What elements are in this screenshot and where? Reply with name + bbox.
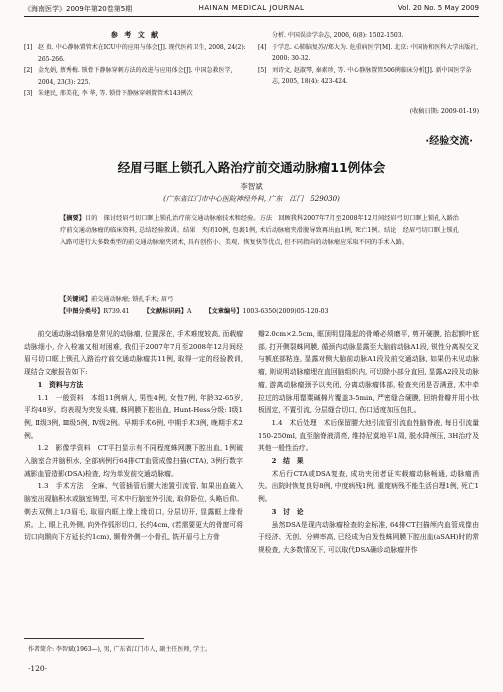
keywords-label: 【关键词】 [60, 296, 91, 303]
body-paragraph: 虽然DSA是现内动脉瘤检查的金标准, 64排CT扫描颅内血管成像由于经济、无创、分辨率高, 已经成为自发性蛛网膜下腔出血(aSAH)时的常规检查, 大多数情况下, 可以取代DSA确诊动脉瘤并作 [258, 520, 479, 554]
reference-item-continued: 分析. 中国误诊学杂志, 2006, 6(8): 1502-1503. [272, 32, 404, 39]
volume-info: Vol. 20 No. 5 May 2009 [397, 4, 479, 12]
references-heading: 参 考 文 献 [110, 30, 161, 39]
keywords [60, 294, 459, 306]
author-name: 李智斌 [240, 182, 263, 191]
body-paragraph: 1.2 影像学资料 CT平扫显示有不同程度蛛网膜下腔出血, 1例破入脑室合并脑积水, 全部病例行64排CT血管成像扫描(CTA), 3例行数字减影血管造影(DSA)检查, 均为单发前交通动脉瘤。 [24, 444, 243, 478]
body-paragraph: 1.3 手术方法 全麻、气管插管后腰大池置引流管, 如果出血破入脑室出现脑积水或脑室铸型, 可术中行脑室外引流, 取仰卧位, 头略后仰。剃去双侧上1/3眉毛, 取眉内眶上缘上缘切口, 分层切开, 显露眶上缘骨质。上, 眼上孔外侧, 向外作弧形切口, 长约4cm, (若需要更大的骨窗可将切口向颞向下方延长约1cm), 颞骨外侧一小骨孔, 铣开眉弓上方骨 [24, 482, 243, 542]
header-rule [24, 16, 479, 17]
keywords-text: 前交通动脉瘤; 锁孔手术; 眉弓 [90, 296, 174, 303]
body-paragraph: 1.4 术后处理 术后保留腰大池引流管引流血性脑脊液, 每日引流量150-250ml, 直至脑脊液清亮, 维持尼莫地平1周, 脱水降颅压, 3H治疗及其他一般性治疗。 [258, 418, 479, 453]
abstract-text: 目的 探讨经眉弓切口眶上锁孔治疗前交通动脉瘤技术和经验。方法 回顾我科2007年7月至2008年12月间经眉弓切口眶上锁孔入路治疗前交通动脉瘤的临床资料, 总结经验教训。结果 夹闭10例, 包裹1例, 术后动脉瘤夹滑脱导致再出血1例, 死亡1例。结论 经眉弓切口眶上锁孔入路可进行大多数类型的前交通动脉瘤夹闭术, 具有创伤小、美观、恢复快等优点, 但不同指向的动脉瘤应采取不同的手术入路。 [60, 215, 459, 246]
clc-label: 【中图分类号】 [60, 308, 104, 315]
reference-item: [4] 于学忠. 心肺脑复苏//郑大为. 危重病医学[M]. 北京: 中国协和医科大学出版社, 2000: 30-32. [258, 43, 479, 62]
abstract-label: 【摘要】 [60, 215, 85, 222]
articleno-label: 【文章编号】 [205, 308, 243, 315]
section-heading: 3 讨 论 [271, 507, 304, 516]
footnote-rule [24, 638, 144, 639]
body-paragraph: 术后行CTA或DSA复查, 成功夹闭者证实载瘤动脉畅通, 动脉瘤消失。出院时恢复良好8例, 中度病残1例, 重度病残不能生活自理1例, 死亡1例。 [258, 469, 479, 504]
section-label: ·经验交流· [425, 136, 473, 147]
doccode-value: A [186, 308, 192, 315]
articleno-value: 1003-6350(2009)05-120-03 [242, 308, 329, 315]
references-left-column [24, 42, 247, 100]
author-affiliation: (广东省江门市中心医院神经外科, 广东 江门 529030) [163, 195, 340, 203]
references-right-column [258, 30, 479, 88]
classification-line [60, 306, 459, 318]
reference-item: [1] 赵 贵. 中心静脉置管术在ICU中的应用与体会[J]. 现代医药卫生, 2008, 24(2): 265-266. [24, 44, 246, 63]
received-date: (收稿日期: 2009-01-19) [409, 108, 479, 115]
running-header [24, 4, 479, 16]
reference-item: [3] 朱建民, 邢美花, 李 华, 等. 锁骨下静脉穿刺置管术143例次 [24, 90, 193, 97]
journal-issue-cn: 《海南医学》2009年第20卷第5期 [24, 5, 133, 13]
abstract [60, 213, 459, 249]
reference-item: [2] 金允娟, 蔡秀梅. 锁骨下静脉穿刺方法的改进与应用体会[J]. 中国急救医学, 2004, 23(3): 225. [24, 67, 233, 86]
body-left-column [24, 328, 243, 628]
body-right-column [258, 328, 479, 628]
section-heading: 1 资料与方法 [37, 380, 84, 389]
section-heading: 2 结 果 [271, 457, 304, 466]
body-paragraph: 瓣2.0cm×2.5cm, 眶顶明显隆起的骨嵴必须磨平, 剪开硬膜, 抬起额叶底部, 打开侧裂蛛网膜, 循颈内动脉显露至大脑前动脉A1段, 锐性分离视交叉与额底部粘连, 显露对侧大脑前动脉A1段及前交通动脉, 如果仍未见动脉瘤, 则说明动脉瘤埋在直回脑组织内, 可切除小部分直回, 显露A2段及动脉瘤, 游离动脉瘤颈予以夹闭, 分离动脉瘤体部, 检查夹闭是否满意, 术中牵拉过的动脉用罂粟碱棉片覆盖3-5min, 严密缝合硬膜, 回纳骨瓣并用小钛板固定, 不置引流, 分层缝合切口, 伤口适度加压包扎。 [258, 330, 479, 415]
body-paragraph: 前交通动脉动脉瘤是常见的动脉瘤, 位置深在, 手术难度较高, 而载瘤动脉细小, 介入栓塞又相对困难, 我们于2007年7月至2008年12月间经眉弓切口眶上锁孔入路治疗前交通动脉瘤共11例, 取得一定的经验教训, 现结合文献报告如下: [24, 330, 243, 377]
body-paragraph: 1.1 一般资料 本组11例病人, 男性4例, 女性7例, 年龄32-65岁, 平均48岁。均表现为突发头痛, 蛛网膜下腔出血, Hunt-Hess分级: Ⅰ级1例, Ⅱ级3例, Ⅲ级5例, Ⅳ级2例。早期手术6例, 中期手术3例, 晚期手术2例。 [24, 393, 243, 440]
article-title: 经眉弓眶上锁孔入路治疗前交通动脉瘤11例体会 [117, 160, 386, 175]
page-number: ·120· [28, 664, 48, 673]
clc-code: R739.41 [103, 308, 130, 315]
doccode-label: 【文献标识码】 [143, 308, 187, 315]
author-footnote: 作者简介: 李智斌(1963—), 男, 广东省江门市人, 副主任医师, 学士。 [28, 646, 212, 653]
reference-item: [5] 刘诗文, 赵淑琴, 秦素珍, 等. 中心静脉置管506例临床分析[J]. 新中国医学杂志, 2005, 18(4): 423-424. [258, 66, 472, 85]
journal-name-en: HAINAN MEDICAL JOURNAL [198, 4, 305, 12]
